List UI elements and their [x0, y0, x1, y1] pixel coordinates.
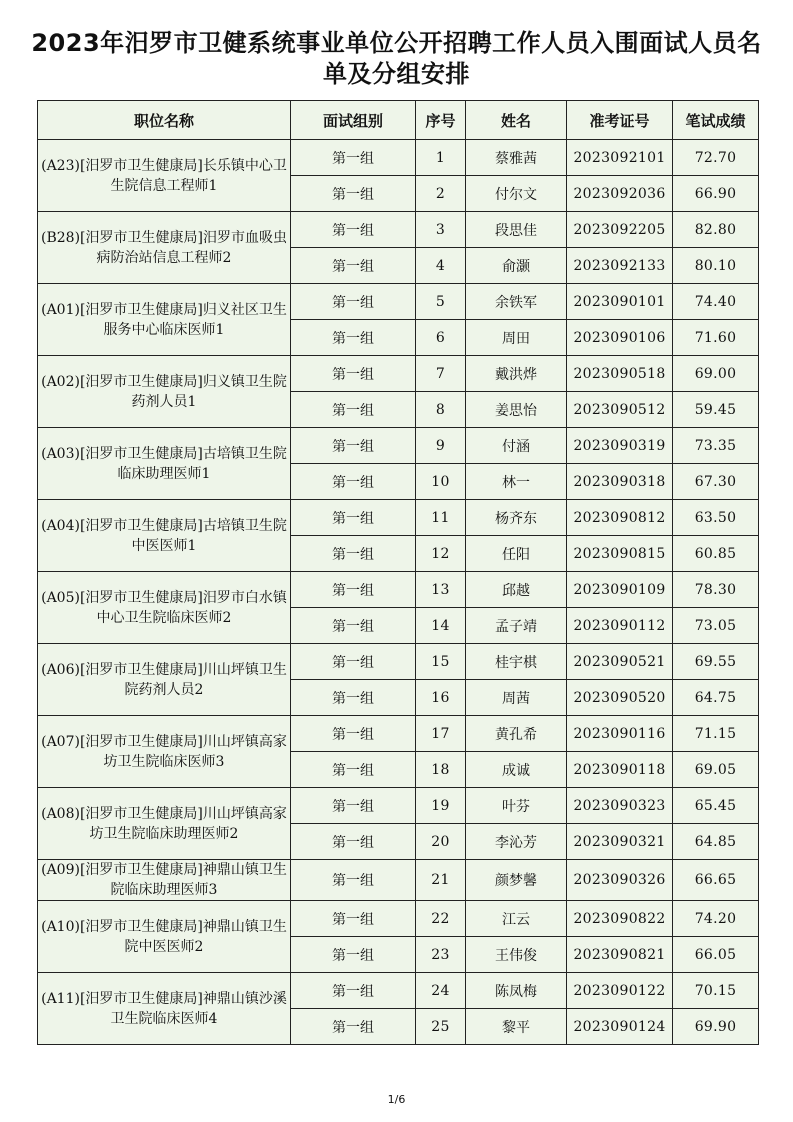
cell-score: 74.40 — [673, 284, 759, 320]
cell-position: (A03)[汨罗市卫生健康局]古培镇卫生院临床助理医师1 — [38, 428, 291, 500]
cell-group: 第一组 — [291, 752, 416, 788]
cell-score: 69.05 — [673, 752, 759, 788]
cell-score: 65.45 — [673, 788, 759, 824]
cell-score: 64.75 — [673, 680, 759, 716]
table-row — [38, 901, 759, 937]
cell-group: 第一组 — [291, 788, 416, 824]
cell-ticket: 2023090118 — [567, 752, 673, 788]
cell-number: 9 — [416, 428, 466, 464]
cell-group: 第一组 — [291, 356, 416, 392]
cell-ticket: 2023090812 — [567, 500, 673, 536]
cell-number: 2 — [416, 176, 466, 212]
cell-group: 第一组 — [291, 824, 416, 860]
table-row — [38, 428, 759, 464]
cell-ticket: 2023092205 — [567, 212, 673, 248]
cell-group: 第一组 — [291, 320, 416, 356]
cell-group: 第一组 — [291, 680, 416, 716]
table-row — [38, 973, 759, 1009]
cell-number: 10 — [416, 464, 466, 500]
table-row — [38, 716, 759, 752]
cell-group: 第一组 — [291, 973, 416, 1009]
cell-group: 第一组 — [291, 464, 416, 500]
cell-ticket: 2023090323 — [567, 788, 673, 824]
cell-score: 66.05 — [673, 937, 759, 973]
cell-group: 第一组 — [291, 392, 416, 428]
cell-number: 15 — [416, 644, 466, 680]
table-row — [38, 644, 759, 680]
cell-name: 余铁军 — [466, 284, 567, 320]
cell-ticket: 2023090106 — [567, 320, 673, 356]
cell-group: 第一组 — [291, 608, 416, 644]
cell-name: 付涵 — [466, 428, 567, 464]
cell-name: 黎平 — [466, 1009, 567, 1045]
cell-group: 第一组 — [291, 140, 416, 176]
cell-ticket: 2023090518 — [567, 356, 673, 392]
table-row — [38, 212, 759, 248]
cell-name: 付尔文 — [466, 176, 567, 212]
cell-name: 杨齐东 — [466, 500, 567, 536]
header-name: 姓名 — [466, 101, 567, 140]
cell-group: 第一组 — [291, 248, 416, 284]
cell-group: 第一组 — [291, 176, 416, 212]
cell-score: 60.85 — [673, 536, 759, 572]
table-row — [38, 500, 759, 536]
cell-ticket: 2023090122 — [567, 973, 673, 1009]
cell-group: 第一组 — [291, 901, 416, 937]
cell-position: (A05)[汨罗市卫生健康局]汨罗市白水镇中心卫生院临床医师2 — [38, 572, 291, 644]
cell-group: 第一组 — [291, 1009, 416, 1045]
cell-score: 67.30 — [673, 464, 759, 500]
cell-name: 桂宇棋 — [466, 644, 567, 680]
cell-ticket: 2023090116 — [567, 716, 673, 752]
cell-number: 20 — [416, 824, 466, 860]
cell-group: 第一组 — [291, 716, 416, 752]
cell-position: (A02)[汨罗市卫生健康局]归义镇卫生院药剂人员1 — [38, 356, 291, 428]
cell-name: 王伟俊 — [466, 937, 567, 973]
table-row — [38, 284, 759, 320]
cell-ticket: 2023090318 — [567, 464, 673, 500]
cell-name: 周田 — [466, 320, 567, 356]
cell-score: 72.70 — [673, 140, 759, 176]
cell-score: 74.20 — [673, 901, 759, 937]
cell-score: 73.05 — [673, 608, 759, 644]
cell-group: 第一组 — [291, 644, 416, 680]
header-position: 职位名称 — [38, 101, 291, 140]
cell-ticket: 2023090124 — [567, 1009, 673, 1045]
cell-score: 71.15 — [673, 716, 759, 752]
cell-score: 63.50 — [673, 500, 759, 536]
cell-position: (A08)[汨罗市卫生健康局]川山坪镇高家坊卫生院临床助理医师2 — [38, 788, 291, 860]
cell-ticket: 2023092133 — [567, 248, 673, 284]
cell-position: (A06)[汨罗市卫生健康局]川山坪镇卫生院药剂人员2 — [38, 644, 291, 716]
cell-group: 第一组 — [291, 937, 416, 973]
cell-number: 18 — [416, 752, 466, 788]
table-row — [38, 356, 759, 392]
cell-number: 6 — [416, 320, 466, 356]
table-row — [38, 860, 759, 901]
cell-position: (A23)[汨罗市卫生健康局]长乐镇中心卫生院信息工程师1 — [38, 140, 291, 212]
cell-number: 25 — [416, 1009, 466, 1045]
header-row — [38, 101, 759, 140]
cell-name: 任阳 — [466, 536, 567, 572]
cell-group: 第一组 — [291, 536, 416, 572]
cell-number: 23 — [416, 937, 466, 973]
header-score: 笔试成绩 — [673, 101, 759, 140]
cell-name: 林一 — [466, 464, 567, 500]
cell-name: 邱越 — [466, 572, 567, 608]
cell-name: 孟子靖 — [466, 608, 567, 644]
cell-name: 周茜 — [466, 680, 567, 716]
cell-position: (A07)[汨罗市卫生健康局]川山坪镇高家坊卫生院临床医师3 — [38, 716, 291, 788]
cell-number: 4 — [416, 248, 466, 284]
cell-position: (A11)[汨罗市卫生健康局]神鼎山镇沙溪卫生院临床医师4 — [38, 973, 291, 1045]
cell-number: 7 — [416, 356, 466, 392]
cell-ticket: 2023090326 — [567, 860, 673, 901]
cell-group: 第一组 — [291, 284, 416, 320]
cell-score: 64.85 — [673, 824, 759, 860]
cell-ticket: 2023090512 — [567, 392, 673, 428]
cell-ticket: 2023090521 — [567, 644, 673, 680]
cell-score: 59.45 — [673, 392, 759, 428]
cell-ticket: 2023090112 — [567, 608, 673, 644]
cell-ticket: 2023090822 — [567, 901, 673, 937]
cell-name: 黄孔希 — [466, 716, 567, 752]
cell-name: 蔡雅茜 — [466, 140, 567, 176]
cell-ticket: 2023092036 — [567, 176, 673, 212]
cell-position: (A01)[汨罗市卫生健康局]归义社区卫生服务中心临床医师1 — [38, 284, 291, 356]
header-number: 序号 — [416, 101, 466, 140]
cell-position: (A04)[汨罗市卫生健康局]古培镇卫生院中医医师1 — [38, 500, 291, 572]
cell-number: 24 — [416, 973, 466, 1009]
cell-number: 11 — [416, 500, 466, 536]
cell-position: (A10)[汨罗市卫生健康局]神鼎山镇卫生院中医医师2 — [38, 901, 291, 973]
cell-score: 78.30 — [673, 572, 759, 608]
cell-number: 17 — [416, 716, 466, 752]
cell-group: 第一组 — [291, 212, 416, 248]
cell-number: 3 — [416, 212, 466, 248]
table-body — [38, 140, 759, 1045]
header-group: 面试组别 — [291, 101, 416, 140]
cell-number: 16 — [416, 680, 466, 716]
table-row — [38, 788, 759, 824]
cell-number: 12 — [416, 536, 466, 572]
cell-name: 段思佳 — [466, 212, 567, 248]
cell-name: 李沁芳 — [466, 824, 567, 860]
cell-number: 1 — [416, 140, 466, 176]
cell-score: 69.00 — [673, 356, 759, 392]
cell-name: 叶芬 — [466, 788, 567, 824]
cell-ticket: 2023090815 — [567, 536, 673, 572]
cell-score: 69.55 — [673, 644, 759, 680]
cell-score: 80.10 — [673, 248, 759, 284]
cell-score: 66.90 — [673, 176, 759, 212]
header-ticket: 准考证号 — [567, 101, 673, 140]
page-number: 1/6 — [387, 1093, 406, 1106]
cell-number: 22 — [416, 901, 466, 937]
cell-number: 14 — [416, 608, 466, 644]
cell-name: 戴洪烨 — [466, 356, 567, 392]
cell-score: 73.35 — [673, 428, 759, 464]
cell-group: 第一组 — [291, 572, 416, 608]
cell-number: 19 — [416, 788, 466, 824]
cell-number: 21 — [416, 860, 466, 901]
cell-ticket: 2023090520 — [567, 680, 673, 716]
cell-ticket: 2023090101 — [567, 284, 673, 320]
page-title: 2023年汨罗市卫健系统事业单位公开招聘工作人员入围面试人员名单及分组安排 — [31, 29, 762, 88]
cell-ticket: 2023090319 — [567, 428, 673, 464]
cell-number: 8 — [416, 392, 466, 428]
cell-score: 70.15 — [673, 973, 759, 1009]
cell-position: (A09)[汨罗市卫生健康局]神鼎山镇卫生院临床助理医师3 — [38, 860, 291, 901]
cell-score: 82.80 — [673, 212, 759, 248]
cell-position: (B28)[汨罗市卫生健康局]汨罗市血吸虫病防治站信息工程师2 — [38, 212, 291, 284]
cell-name: 陈凤梅 — [466, 973, 567, 1009]
cell-group: 第一组 — [291, 428, 416, 464]
cell-group: 第一组 — [291, 500, 416, 536]
cell-ticket: 2023090821 — [567, 937, 673, 973]
cell-name: 姜思怡 — [466, 392, 567, 428]
cell-number: 13 — [416, 572, 466, 608]
cell-ticket: 2023090321 — [567, 824, 673, 860]
cell-number: 5 — [416, 284, 466, 320]
interview-table — [37, 100, 759, 1045]
cell-ticket: 2023092101 — [567, 140, 673, 176]
cell-score: 69.90 — [673, 1009, 759, 1045]
cell-ticket: 2023090109 — [567, 572, 673, 608]
table-row — [38, 140, 759, 176]
cell-name: 江云 — [466, 901, 567, 937]
cell-score: 66.65 — [673, 860, 759, 901]
cell-name: 成诚 — [466, 752, 567, 788]
cell-name: 俞灏 — [466, 248, 567, 284]
cell-group: 第一组 — [291, 860, 416, 901]
cell-score: 71.60 — [673, 320, 759, 356]
cell-name: 颜梦馨 — [466, 860, 567, 901]
table-row — [38, 572, 759, 608]
